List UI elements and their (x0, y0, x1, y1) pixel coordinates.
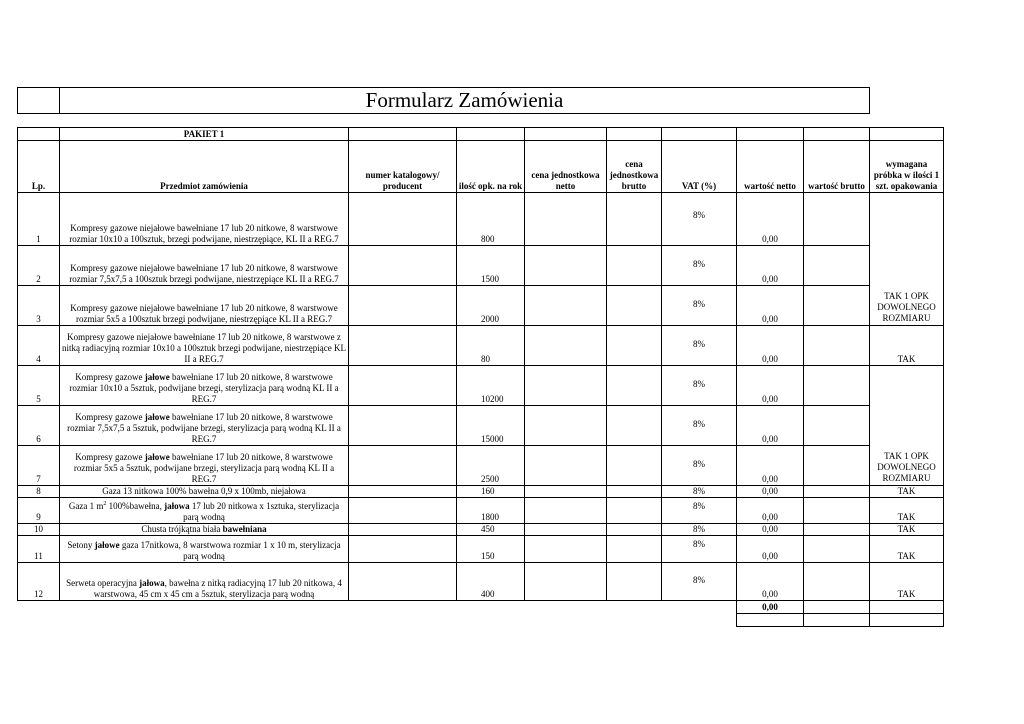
total-net-value: 0,00 (737, 601, 804, 614)
table-row (18, 498, 944, 524)
row-lp: 10 (18, 524, 60, 536)
row-description: Kompresy gazowe niejałowe bawełniane 17 lub 20 nitkowe, 8 warstwowe z nitką radiacyjną rozmiar 10x10 a 100sztuk brzegi podwijane, niestrzępiące KL II a REG.7 (60, 326, 349, 366)
row-vat: 8% (693, 299, 705, 309)
row-lp: 2 (18, 246, 60, 286)
header-unit-net: cena jednostkowa netto (525, 141, 607, 193)
table-row (18, 246, 944, 286)
row-vat: 8% (662, 524, 737, 536)
row-qty: 160 (457, 486, 525, 498)
table-row (18, 486, 944, 498)
row-lp: 8 (18, 486, 60, 498)
row-sample: TAK (870, 524, 944, 536)
table-row (18, 536, 944, 563)
row-net-value: 0,00 (737, 536, 804, 563)
table-row (18, 524, 944, 536)
page-title: Formularz Zamówienia (365, 88, 564, 112)
table-row (18, 563, 944, 601)
row-qty: 10200 (457, 366, 525, 406)
row-net-value: 0,00 (737, 498, 804, 524)
row-description: Kompresy gazowe niejałowe bawełniane 17 lub 20 nitkowe, 8 warstwowe rozmiar 10x10 a 100sztuk, brzegi podwijane, niestrzępiące, KL II a REG.7 (60, 193, 349, 246)
row-lp: 11 (18, 536, 60, 563)
row-description: Chusta trójkątna biała bawełniana (60, 524, 349, 536)
row-vat: 8% (693, 501, 705, 511)
row-net-value: 0,00 (737, 366, 804, 406)
row-lp: 7 (18, 446, 60, 486)
total-row (18, 601, 944, 614)
row-description: Kompresy gazowe niejałowe bawełniane 17 lub 20 nitkowe, 8 warstwowe rozmiar 5x5 a 100sztuk brzegi podwijane, niestrzępiące KL II a REG.7 (60, 286, 349, 326)
table-row (18, 366, 944, 406)
header-qty: ilość opk. na rok (457, 141, 525, 193)
row-qty: 1500 (457, 246, 525, 286)
row-sample: TAK (870, 486, 944, 498)
row-description: Kompresy gazowe niejałowe bawełniane 17 lub 20 nitkowe, 8 warstwowe rozmiar 7,5x7,5 a 100sztuk brzegi podwijane, niestrzępiące KL II a REG.7 (60, 246, 349, 286)
row-vat: 8% (693, 575, 705, 585)
table-row (18, 286, 944, 326)
row-qty: 80 (457, 326, 525, 366)
row-net-value: 0,00 (737, 246, 804, 286)
row-qty: 2500 (457, 446, 525, 486)
blank-row (18, 614, 944, 627)
title-left-cell (18, 88, 60, 113)
row-vat: 8% (662, 486, 737, 498)
row-net-value: 0,00 (737, 486, 804, 498)
row-lp: 5 (18, 366, 60, 406)
row-qty: 450 (457, 524, 525, 536)
row-lp: 6 (18, 406, 60, 446)
row-net-value: 0,00 (737, 193, 804, 246)
row-vat: 8% (693, 419, 705, 429)
row-net-value: 0,00 (737, 446, 804, 486)
row-lp: 3 (18, 286, 60, 326)
sample-group-2: TAK 1 OPK DOWOLNEGO ROZMIARU (870, 366, 944, 486)
order-table (17, 127, 944, 627)
row-lp: 9 (18, 498, 60, 524)
package-label: PAKIET 1 (60, 128, 349, 141)
row-vat: 8% (693, 339, 705, 349)
table-row (18, 446, 944, 486)
row-description: Gaza 1 $m^2$ 100%bawełna, jałowa 17 lub 20 nitkowa x 1sztuka, sterylizacja parą wodną (60, 498, 349, 524)
row-qty: 1800 (457, 498, 525, 524)
row-description: Kompresy gazowe jałowe bawełniane 17 lub 20 nitkowe, 8 warstwowe rozmiar 10x10 a 5sztuk, podwijane brzegi, sterylizacja parą wodną KL II a REG.7 (60, 366, 349, 406)
row-qty: 400 (457, 563, 525, 601)
header-net-value: wartość netto (737, 141, 804, 193)
header-sample: wymagana próbka w ilości 1 szt. opakowania (870, 141, 944, 193)
row-vat: 8% (693, 259, 705, 269)
row-sample: TAK (870, 498, 944, 524)
row-description: Serweta operacyjna jałowa, bawełna z nitką radiacyjną 17 lub 20 nitkowa, 4 warstwowa, 45 cm x 45 cm a 5sztuk, sterylizacja parą wodną (60, 563, 349, 601)
row-lp: 4 (18, 326, 60, 366)
row-net-value: 0,00 (737, 286, 804, 326)
row-lp: 12 (18, 563, 60, 601)
row-qty: 15000 (457, 406, 525, 446)
row-qty: 2000 (457, 286, 525, 326)
table-row (18, 193, 944, 246)
row-description: Kompresy gazowe jałowe bawełniane 17 lub 20 nitkowe, 8 warstwowe rozmiar 5x5 a 5sztuk, podwijane brzegi, sterylizacja parą wodną KL II a REG.7 (60, 446, 349, 486)
row-vat: 8% (693, 539, 705, 549)
row-vat: 8% (693, 459, 705, 469)
row-description: Kompresy gazowe jałowe bawełniane 17 lub 20 nitkowe, 8 warstwowe rozmiar 7,5x7,5 a 5sztuk, podwijane brzegi, sterylizacja parą wodną KL II a REG.7 (60, 406, 349, 446)
sample-group-1: TAK 1 OPK DOWOLNEGO ROZMIARU (870, 193, 944, 326)
row-vat: 8% (693, 379, 705, 389)
row-net-value: 0,00 (737, 563, 804, 601)
form-title-box (17, 87, 870, 114)
header-unit-gross: cena jednostkowa brutto (607, 141, 662, 193)
header-gross-value: wartość brutto (804, 141, 870, 193)
header-row (18, 141, 944, 193)
table-row (18, 406, 944, 446)
header-vat: VAT (%) (662, 141, 737, 193)
row-net-value: 0,00 (737, 406, 804, 446)
row-sample: TAK (870, 326, 944, 366)
table-row (18, 326, 944, 366)
header-item: Przedmiot zamówienia (60, 141, 349, 193)
row-description: Gaza 13 nitkowa 100% bawełna 0,9 x 100mb, niejałowa (60, 486, 349, 498)
row-sample: TAK (870, 536, 944, 563)
header-lp: Lp. (18, 141, 60, 193)
row-sample: TAK (870, 563, 944, 601)
row-description: Setony jałowe gaza 17nitkowa, 8 warstwowa rozmiar 1 x 10 m, sterylizacja parą wodną (60, 536, 349, 563)
row-qty: 150 (457, 536, 525, 563)
row-net-value: 0,00 (737, 524, 804, 536)
header-catalog: numer katalogowy/ producent (349, 141, 457, 193)
row-lp: 1 (18, 193, 60, 246)
row-qty: 800 (457, 193, 525, 246)
row-net-value: 0,00 (737, 326, 804, 366)
row-vat: 8% (693, 210, 705, 220)
package-row (18, 128, 944, 141)
